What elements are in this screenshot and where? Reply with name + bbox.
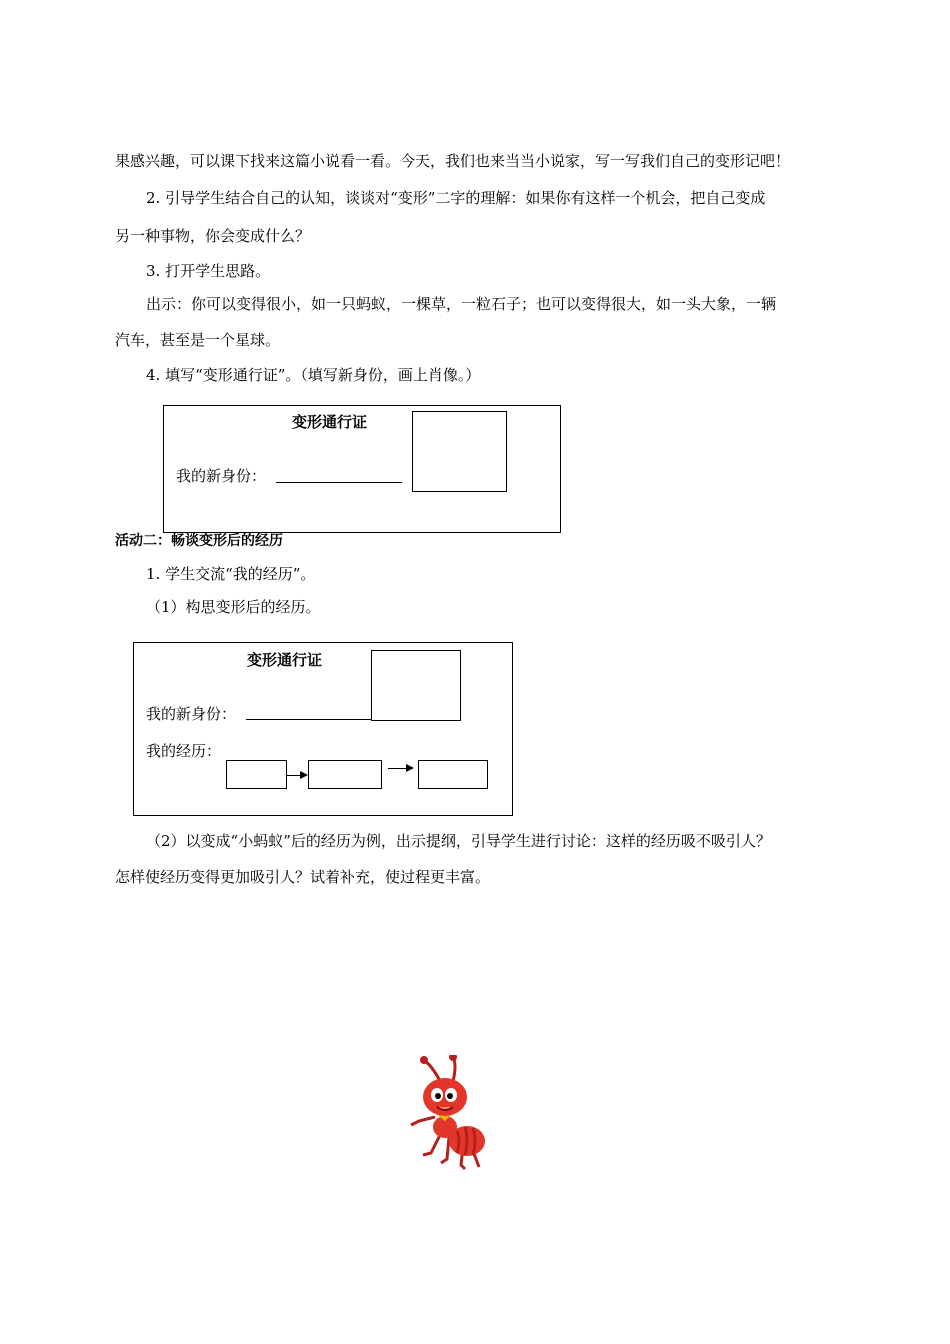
paragraph-intro-end: 果感兴趣，可以课下找来这篇小说看一看。今天，我们也来当当小说家，写一写我们自己的变形记吧！ bbox=[115, 152, 791, 170]
ant-cartoon-icon bbox=[405, 1055, 495, 1175]
paragraph-discussion-line2: 怎样使经历变得更加吸引人？试着补充，使过程更丰富。 bbox=[115, 868, 491, 886]
card-1-portrait-box[interactable] bbox=[412, 411, 507, 492]
paragraph-step2-line2: 另一种事物，你会变成什么？ bbox=[115, 227, 311, 245]
card-2-title: 变形通行证 bbox=[247, 651, 323, 669]
paragraph-example-line2: 汽车，甚至是一个星球。 bbox=[115, 331, 281, 349]
experience-step-3-box[interactable] bbox=[418, 760, 488, 789]
activity-2-item-1: 1. 学生交流“我的经历”。 bbox=[146, 565, 316, 583]
arrow-right-icon bbox=[388, 768, 412, 769]
paragraph-discussion-line1: （2）以变成“小蚂蚁”后的经历为例，出示提纲，引导学生进行讨论：这样的经历吸不吸引人？ bbox=[146, 832, 771, 850]
arrow-right-icon bbox=[287, 775, 306, 776]
card-2-portrait-box[interactable] bbox=[371, 650, 461, 721]
paragraph-step4: 4. 填写“变形通行证”。（填写新身份，画上肖像。） bbox=[146, 366, 481, 384]
card-1-identity-label: 我的新身份： bbox=[176, 467, 267, 485]
activity-2-item-1-sub-1: （1）构思变形后的经历。 bbox=[146, 598, 321, 616]
card-2-identity-blank[interactable] bbox=[246, 719, 372, 720]
paragraph-example-line1: 出示：你可以变得很小，如一只蚂蚁，一棵草，一粒石子；也可以变得很大，如一头大象，一辆 bbox=[146, 295, 777, 313]
card-2-identity-label: 我的新身份： bbox=[146, 705, 237, 723]
card-1-identity-blank[interactable] bbox=[276, 482, 402, 483]
paragraph-step3: 3. 打开学生思路。 bbox=[146, 262, 271, 280]
activity-2-heading: 活动二：畅谈变形后的经历 bbox=[115, 533, 283, 549]
paragraph-step2-line1: 2. 引导学生结合自己的认知，谈谈对“变形”二字的理解：如果你有这样一个机会，把自己变成 bbox=[146, 189, 766, 207]
card-1-title: 变形通行证 bbox=[292, 413, 368, 431]
card-2-experience-label: 我的经历： bbox=[146, 742, 222, 760]
experience-step-1-box[interactable] bbox=[226, 760, 287, 789]
experience-step-2-box[interactable] bbox=[308, 760, 382, 789]
